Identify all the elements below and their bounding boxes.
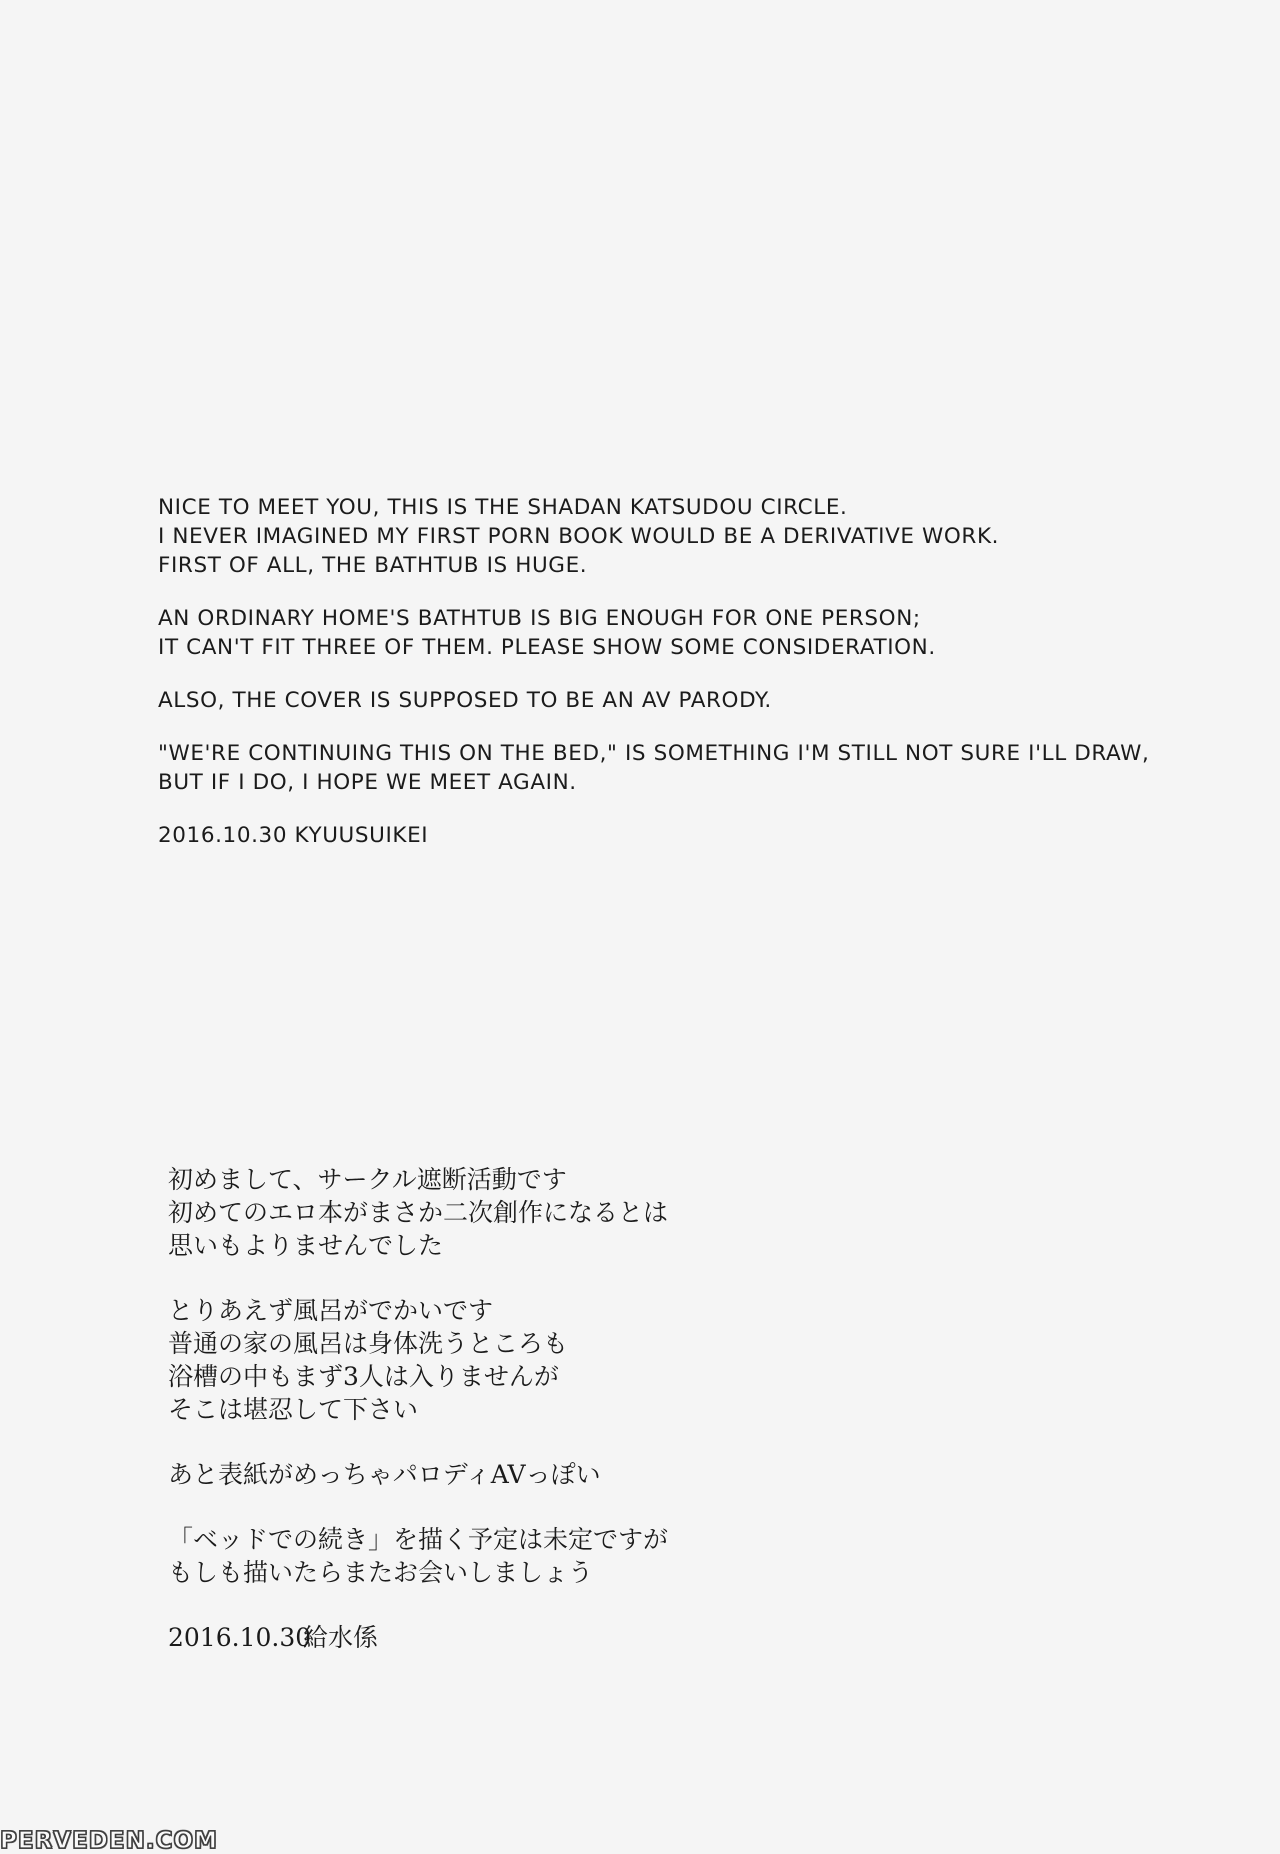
japanese-line: あと表紙がめっちゃパロディAVっぽい <box>168 1460 601 1489</box>
japanese-paragraph-4 <box>168 1523 968 1589</box>
japanese-line: 思いもよりませんでした <box>168 1231 444 1260</box>
japanese-signature <box>168 1621 968 1654</box>
japanese-signature-date: 2016.10.30 <box>168 1623 312 1652</box>
english-paragraph-1 <box>158 493 1218 580</box>
english-paragraph-4 <box>158 739 1218 797</box>
japanese-line: とりあえず風呂がでかいです <box>168 1296 494 1325</box>
english-line: FIRST OF ALL, THE BATHTUB IS HUGE. <box>158 553 588 578</box>
japanese-line: 初めまして、サークル遮断活動です <box>168 1165 567 1194</box>
japanese-line: 普通の家の風呂は身体洗うところも <box>168 1329 569 1358</box>
japanese-line: 初めてのエロ本がまさか二次創作になるとは <box>168 1198 669 1227</box>
japanese-line: 浴槽の中もまず3人は入りませんが <box>168 1362 559 1391</box>
english-line: IT CAN'T FIT THREE OF THEM. PLEASE SHOW SOME CONSIDERATION. <box>158 635 936 660</box>
japanese-afterword <box>168 1163 968 1686</box>
english-paragraph-3 <box>158 686 1218 715</box>
japanese-paragraph-3 <box>168 1458 968 1491</box>
japanese-line: もしも描いたらまたお会いしましょう <box>168 1558 594 1587</box>
japanese-signature-author: 給水係 <box>303 1623 379 1652</box>
english-line: I NEVER IMAGINED MY FIRST PORN BOOK WOULD BE A DERIVATIVE WORK. <box>158 524 1000 549</box>
english-line: NICE TO MEET YOU, THIS IS THE SHADAN KATSUDOU CIRCLE. <box>158 495 848 520</box>
english-signature-text: 2016.10.30 KYUUSUIKEI <box>158 823 429 848</box>
japanese-line: 「ベッドでの続き」を描く予定は未定ですが <box>168 1525 669 1554</box>
english-line: BUT IF I DO, I HOPE WE MEET AGAIN. <box>158 770 577 795</box>
japanese-paragraph-1 <box>168 1163 968 1262</box>
english-afterword <box>158 493 1218 874</box>
english-line: AN ORDINARY HOME'S BATHTUB IS BIG ENOUGH FOR ONE PERSON; <box>158 606 921 631</box>
site-watermark: PERVEDEN.COM <box>0 1828 218 1854</box>
japanese-line: そこは堪忍して下さい <box>168 1395 419 1424</box>
english-paragraph-2 <box>158 604 1218 662</box>
english-line: "WE'RE CONTINUING THIS ON THE BED," IS SOMETHING I'M STILL NOT SURE I'LL DRAW, <box>158 741 1150 766</box>
english-line: ALSO, THE COVER IS SUPPOSED TO BE AN AV PARODY. <box>158 688 772 713</box>
english-signature <box>158 821 1218 850</box>
japanese-paragraph-2 <box>168 1294 968 1426</box>
